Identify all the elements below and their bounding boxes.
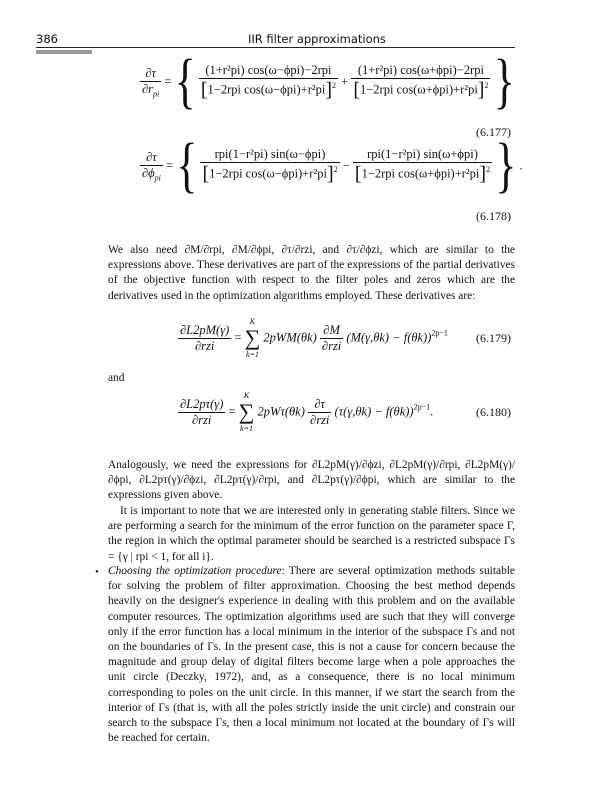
equation-number-6-179: (6.179) [476, 331, 511, 345]
weight-term: 2pWM(θk) [263, 330, 317, 345]
trailing-period: . [519, 158, 523, 173]
paragraph-analogous-expressions: Analogously, we need the expressions for ∂L2pM(γ)/∂ϕzi, ∂L2pM(γ)/∂rpi, ∂L2pM(γ)/∂ϕpi, ∂L2pτ(γ)/∂ϕzi, ∂L2pτ(γ)/∂rpi, and ∂L2pτ(γ)/∂ϕpi, which are similar to the expressions given above. [108, 459, 515, 502]
term2-numerator: (1+r²pi) cos(ω+ϕpi)−2rpi [357, 62, 484, 77]
summation: K ∑ k=1 [244, 317, 261, 359]
error-term: (τ(γ,θk) − f(θk)) [334, 404, 414, 419]
running-title: IIR filter approximations [248, 32, 386, 46]
inner-fraction [320, 323, 343, 354]
term2-denominator: [1−2rpi cos(ω+ϕpi)+r²pi]$^2$ [354, 162, 491, 185]
term2-numerator: rpi(1−r²pi) sin(ω+ϕpi) [367, 146, 478, 161]
lhs-den-sub: pi [154, 173, 161, 183]
page-number: 386 [36, 32, 58, 46]
operator: + [341, 74, 349, 89]
term1-denominator: [1−2rpi cos(ω−ϕpi)+r²pi]$^2$ [202, 162, 338, 185]
lhs-denominator: ∂rzi [178, 412, 225, 428]
equation-number-6-178: (6.178) [476, 209, 511, 223]
lhs-denominator: ∂rzi [178, 338, 231, 354]
lhs-denominator [140, 81, 161, 99]
sum-upper-limit: K [243, 391, 250, 400]
lhs-fraction [178, 397, 225, 428]
term2-denominator: [1−2rpi cos(ω+ϕpi)+r²pi]$^2$ [353, 78, 489, 101]
lhs-numerator: ∂L2pτ(γ) [180, 396, 224, 411]
exponent: 2p−1 [413, 402, 431, 412]
lhs-den-main: ∂r [142, 81, 154, 96]
lhs-numerator: ∂τ [145, 65, 156, 80]
term2-fraction [351, 63, 490, 102]
lhs-den-main: ∂ϕ [142, 165, 155, 180]
exponent: 2p−1 [431, 328, 448, 338]
lhs-numerator: ∂τ [146, 149, 157, 164]
equation-6-178: $\frac{\partial\tau}{\partial\phi_{pi}}$ = { $\frac{\text{rpi(1−r²pi) sin(ω−ϕpi)}}{[1-2rpi \cos(\omega-\phi pi)+r^2pi]^2}$ − $\frac{\text{rpi(1−r²pi) sin(ω+ϕpi)}}{[1-2rpi \cos(\omega+\phi pi)+r^2pi]^2}$ } . [142, 131, 523, 200]
lhs-den-sub: pi [153, 89, 160, 99]
paragraph-stable-filters: It is important to note that we are interested only in generating stable filters. Since we are performing a search for the minimum of the error function on the parameter space Γ, the region in which the optimal parameter should be searched is a restricted subspace Γs = {γ | rpi < 1, for all i}. [108, 505, 515, 563]
term2-den-body: 1−2rpi cos(ω+ϕpi)+r²pi [361, 165, 480, 180]
inner-numerator: ∂τ [314, 396, 326, 411]
optimization-procedure-heading: Choosing the optimization procedure [108, 565, 282, 577]
lhs-fraction [140, 66, 161, 99]
summation: K ∑ k=1 [238, 391, 255, 433]
sum-lower-limit: k=1 [240, 424, 253, 433]
sum-upper-limit: K [249, 317, 256, 326]
lhs-denominator [140, 165, 163, 183]
connector-and: and [108, 372, 125, 384]
lhs-fraction [140, 150, 163, 183]
term1-denominator: [1−2rpi cos(ω−ϕpi)+r²pi]$^2$ [200, 78, 336, 101]
term1-numerator: rpi(1−r²pi) sin(ω−ϕpi) [214, 146, 326, 161]
sum-lower-limit: k=1 [245, 350, 259, 359]
header-tab-mark [36, 50, 92, 54]
trailing-period: . [430, 404, 434, 419]
term1-numerator: (1+r²pi) cos(ω−ϕpi)−2rpi [205, 62, 332, 77]
paragraph-optimization-procedure [108, 564, 515, 746]
lhs-fraction [178, 323, 231, 354]
inner-fraction [308, 397, 331, 428]
equation-6-180: $\frac{\partial L2p\tau(\gamma)}{\text{∂rzi}}$ = K ∑ k=1 2pWτ(θk) $\frac{\partial\tau}{\text{∂rzi}}$ $(\tau(\gamma,\theta k) - f(\theta k))^{2p-1}$. [180, 391, 434, 433]
paragraph-derivatives-intro: We also need ∂M/∂rpi, ∂M/∂ϕpi, ∂τ/∂rzi, and ∂τ/∂ϕzi, which are similar to the expressions above. These derivatives are part of the expressions of the partial derivatives of the objective function with respect to the filter poles and zeros which are the derivatives used in the optimization algorithms employed. These derivatives are: [108, 244, 515, 302]
term1-fraction [199, 63, 338, 102]
equation-number-6-180: (6.180) [476, 405, 511, 419]
error-term: (M(γ,θk) − f(θk)) [346, 330, 432, 345]
lhs-numerator: ∂L2pM(γ) [180, 322, 230, 337]
term1-den-body: 1−2rpi cos(ω−ϕpi)+r²pi [207, 81, 326, 96]
bullet-marker: • [95, 566, 99, 578]
term1-den-body: 1−2rpi cos(ω−ϕpi)+r²pi [209, 165, 327, 180]
optimization-procedure-body: : There are several optimization methods suitable for solving the problem of filter approximation. Choosing the best method depends heavily on the designer's experience in dealing with this problem and on the available computer resources. The optimization algorithms used are such that they will converge only if the error function has a local minimum in the interior of the subspace Γs and not on the boundaries of Γs. In the present case, this is not a cause for concern because the magnitude and group delay of digital filters become large when a pole approaches the unit circle (Deczky, 1972), and, as a consequence, there is no local minimum corresponding to poles on the unit circle. In this manner, if we start the search from the interior of Γs (that is, with all the poles strictly inside the unit circle) and constrain our search to the subspace Γs, then a local minimum not located at the boundary of Γs will be reached for certain. [108, 565, 515, 745]
equation-6-179: $\frac{\partial L2pM(\gamma)}{\text{∂rzi}}$ = K ∑ k=1 2pWM(θk) $\frac{\partial M}{\text{∂rzi}}$ $(M(\gamma,\theta k) - f(\theta k))^{2p-1}$ [180, 317, 448, 359]
term1-fraction [200, 147, 339, 186]
operator: − [342, 158, 350, 173]
weight-term: 2pWτ(θk) [257, 404, 305, 419]
equation-6-177: $\frac{\partial\tau}{\partial r_{pi}}$ = { $\frac{\text{(1+r²pi) cos(ω−ϕpi)−2rpi}}{[1-2rpi \cos(\omega-\phi pi)+r^2pi]^2}$ + $\frac{\text{(1+r²pi) cos(ω+ϕpi)−2rpi}}{[1-2rpi \cos(\omega+\phi pi)+r^2pi]^2}$ } [142, 47, 515, 116]
term2-fraction [353, 147, 492, 186]
term2-den-body: 1−2rpi cos(ω+ϕpi)+r²pi [359, 81, 478, 96]
inner-numerator: ∂M [323, 322, 340, 337]
inner-denominator: ∂rzi [321, 338, 342, 353]
header-rule [36, 47, 515, 48]
equation-number-6-177: (6.177) [476, 125, 511, 139]
inner-denominator: ∂rzi [310, 412, 330, 427]
